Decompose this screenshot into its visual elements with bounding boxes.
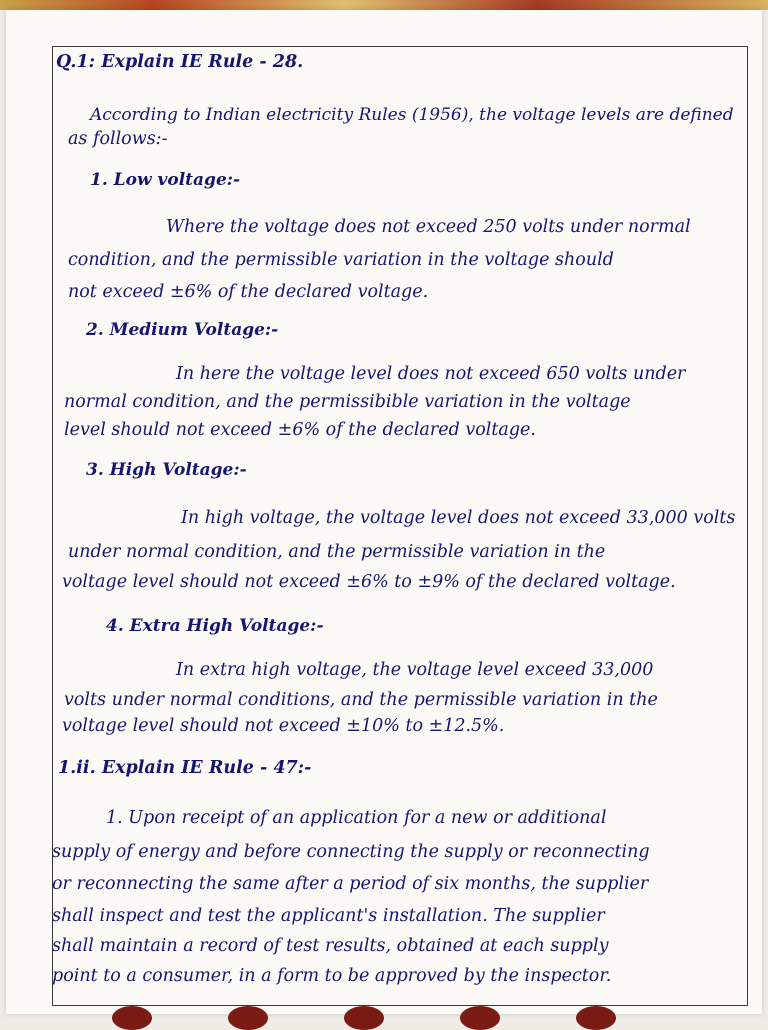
section-1-line-3: not exceed ±6% of the declared voltage. (68, 282, 429, 302)
section-2-line-3: level should not exceed ±6% of the declared voltage. (64, 420, 536, 440)
section-4-heading: 4. Extra High Voltage:- (106, 616, 324, 636)
intro-line-1: According to Indian electricity Rules (1956), the voltage levels are defined (90, 105, 734, 125)
section-3-line-2: under normal condition, and the permissible variation in the (68, 542, 606, 562)
binder-strip (0, 0, 768, 10)
section-2-heading: 2. Medium Voltage:- (86, 320, 279, 340)
binder-ring (112, 1006, 152, 1030)
rule-47-line-2: supply of energy and before connecting the supply or reconnecting (52, 842, 650, 862)
section-2-line-2: normal condition, and the permissibible variation in the voltage (64, 392, 631, 412)
binder-rings (0, 1006, 768, 1024)
section-3-heading: 3. High Voltage:- (86, 460, 247, 480)
binder-ring (228, 1006, 268, 1030)
section-1-heading: 1. Low voltage:- (90, 170, 241, 190)
question-1ii-title: 1.ii. Explain IE Rule - 47:- (58, 758, 312, 778)
section-3-line-1: In high voltage, the voltage level does not exceed 33,000 volts (181, 508, 736, 528)
section-3-line-3: voltage level should not exceed ±6% to ±9% of the declared voltage. (62, 572, 676, 592)
section-1-line-1: Where the voltage does not exceed 250 volts under normal (166, 217, 691, 237)
rule-47-line-3: or reconnecting the same after a period of six months, the supplier (52, 874, 649, 894)
section-4-line-1: In extra high voltage, the voltage level exceed 33,000 (176, 660, 654, 680)
section-4-line-2: volts under normal conditions, and the permissible variation in the (64, 690, 658, 710)
binder-ring (460, 1006, 500, 1030)
notebook-page (6, 10, 762, 1014)
rule-47-line-6: point to a consumer, in a form to be approved by the inspector. (52, 966, 612, 986)
binder-ring (344, 1006, 384, 1030)
intro-line-2: as follows:- (68, 129, 168, 149)
section-2-line-1: In here the voltage level does not exceed 650 volts under (176, 364, 686, 384)
rule-47-line-1: 1. Upon receipt of an application for a new or additional (106, 808, 607, 828)
rule-47-line-5: shall maintain a record of test results, obtained at each supply (52, 936, 609, 956)
section-4-line-3: voltage level should not exceed ±10% to ±12.5%. (62, 716, 505, 736)
question-1-title: Q.1: Explain IE Rule - 28. (56, 52, 304, 72)
binder-ring (576, 1006, 616, 1030)
section-1-line-2: condition, and the permissible variation in the voltage should (68, 250, 614, 270)
rule-47-line-4: shall inspect and test the applicant's installation. The supplier (52, 906, 605, 926)
